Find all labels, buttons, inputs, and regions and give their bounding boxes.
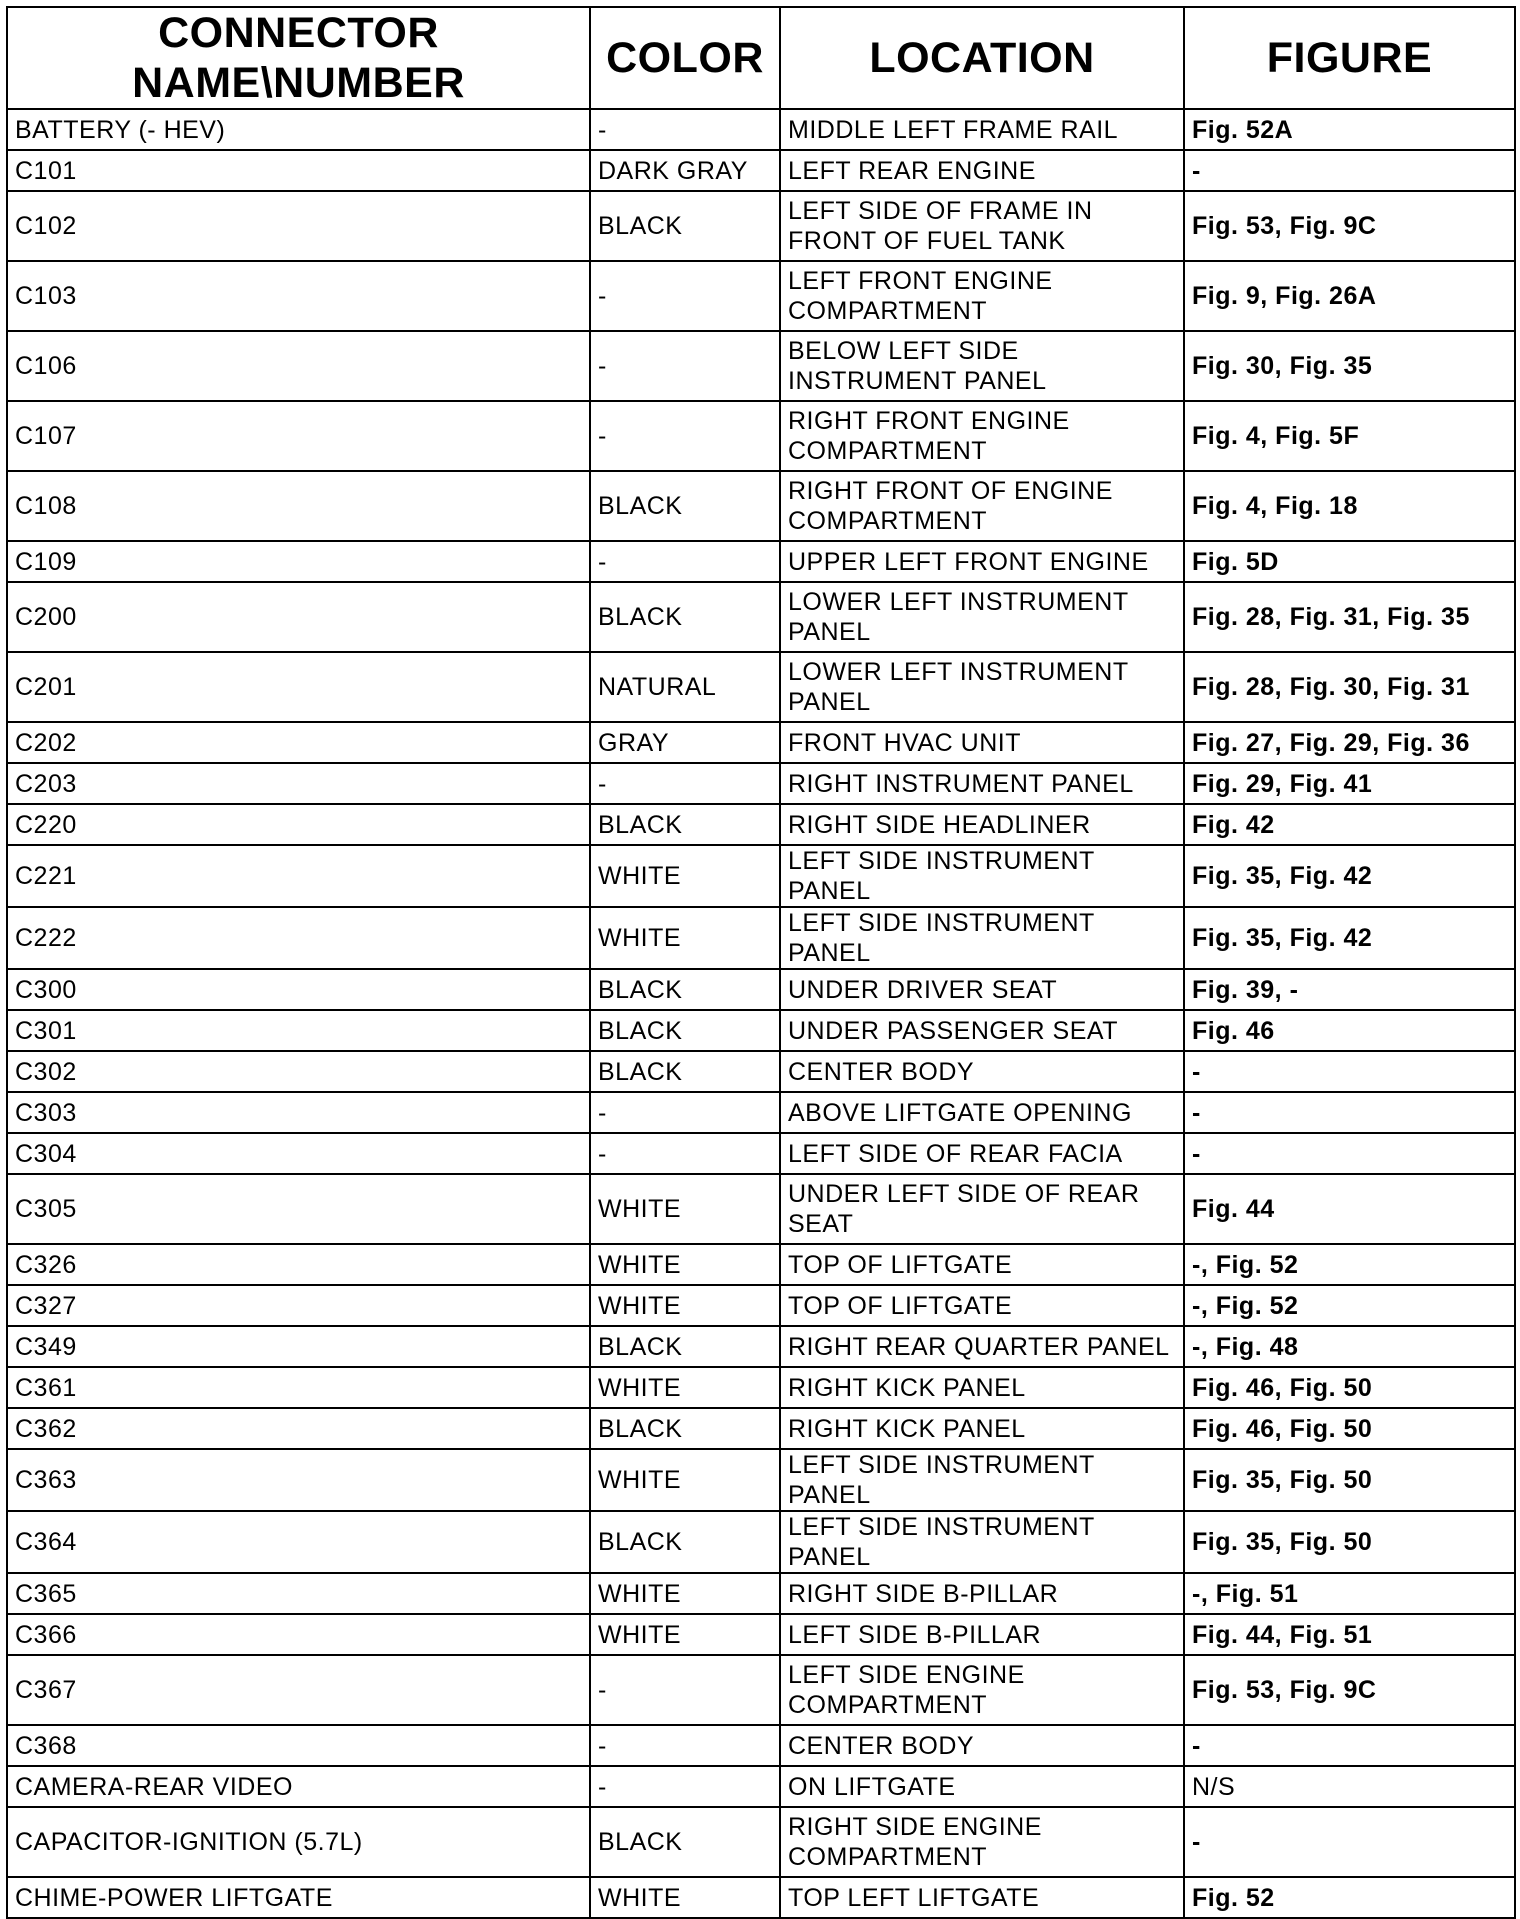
- cell-figure: Fig. 46: [1184, 1010, 1515, 1051]
- cell-location: LEFT SIDE INSTRUMENT PANEL: [780, 845, 1184, 907]
- table-row: [7, 1367, 1515, 1408]
- cell-figure: -: [1184, 1725, 1515, 1766]
- cell-color: WHITE: [590, 1367, 780, 1408]
- cell-figure: Fig. 46, Fig. 50: [1184, 1408, 1515, 1449]
- table-row: [7, 109, 1515, 150]
- cell-location: RIGHT FRONT ENGINE COMPARTMENT: [780, 401, 1184, 471]
- cell-figure: Fig. 28, Fig. 30, Fig. 31: [1184, 652, 1515, 722]
- cell-color: BLACK: [590, 969, 780, 1010]
- cell-color: BLACK: [590, 582, 780, 652]
- cell-name: C305: [7, 1174, 590, 1244]
- cell-color: -: [590, 1766, 780, 1807]
- cell-color: WHITE: [590, 1174, 780, 1244]
- cell-color: -: [590, 763, 780, 804]
- cell-location: MIDDLE LEFT FRAME RAIL: [780, 109, 1184, 150]
- cell-color: WHITE: [590, 1614, 780, 1655]
- cell-location: RIGHT SIDE B-PILLAR: [780, 1573, 1184, 1614]
- cell-figure: N/S: [1184, 1766, 1515, 1807]
- cell-name: CAMERA-REAR VIDEO: [7, 1766, 590, 1807]
- cell-location: LEFT FRONT ENGINE COMPARTMENT: [780, 261, 1184, 331]
- header-connector-name-line1: CONNECTOR: [158, 9, 439, 57]
- cell-figure: Fig. 27, Fig. 29, Fig. 36: [1184, 722, 1515, 763]
- cell-figure: Fig. 5D: [1184, 541, 1515, 582]
- cell-color: -: [590, 261, 780, 331]
- table-row: [7, 1573, 1515, 1614]
- cell-location: RIGHT SIDE ENGINE COMPARTMENT: [780, 1807, 1184, 1877]
- cell-name: C349: [7, 1326, 590, 1367]
- cell-color: NATURAL: [590, 652, 780, 722]
- cell-figure: -, Fig. 48: [1184, 1326, 1515, 1367]
- cell-name: C107: [7, 401, 590, 471]
- table-row: [7, 261, 1515, 331]
- cell-figure: Fig. 53, Fig. 9C: [1184, 191, 1515, 261]
- table-row: [7, 907, 1515, 969]
- cell-location: UNDER DRIVER SEAT: [780, 969, 1184, 1010]
- cell-name: C367: [7, 1655, 590, 1725]
- cell-name: C364: [7, 1511, 590, 1573]
- table-row: [7, 1051, 1515, 1092]
- cell-location: LEFT SIDE INSTRUMENT PANEL: [780, 1449, 1184, 1511]
- cell-location: RIGHT FRONT OF ENGINE COMPARTMENT: [780, 471, 1184, 541]
- cell-figure: Fig. 4, Fig. 5F: [1184, 401, 1515, 471]
- cell-name: C102: [7, 191, 590, 261]
- cell-color: -: [590, 109, 780, 150]
- cell-color: -: [590, 541, 780, 582]
- table-row: [7, 1244, 1515, 1285]
- cell-name: C303: [7, 1092, 590, 1133]
- cell-location: LEFT SIDE INSTRUMENT PANEL: [780, 1511, 1184, 1573]
- cell-color: BLACK: [590, 1010, 780, 1051]
- cell-name: C327: [7, 1285, 590, 1326]
- cell-location: ABOVE LIFTGATE OPENING: [780, 1092, 1184, 1133]
- cell-name: C109: [7, 541, 590, 582]
- cell-figure: -: [1184, 1092, 1515, 1133]
- table-row: [7, 582, 1515, 652]
- cell-color: WHITE: [590, 1449, 780, 1511]
- cell-color: BLACK: [590, 1511, 780, 1573]
- cell-name: C326: [7, 1244, 590, 1285]
- cell-name: C304: [7, 1133, 590, 1174]
- header-connector-name: [7, 7, 590, 109]
- cell-figure: Fig. 44: [1184, 1174, 1515, 1244]
- cell-location: RIGHT KICK PANEL: [780, 1408, 1184, 1449]
- table-row: [7, 1449, 1515, 1511]
- table-row: [7, 1655, 1515, 1725]
- table-row: [7, 1614, 1515, 1655]
- cell-name: C366: [7, 1614, 590, 1655]
- cell-location: UNDER LEFT SIDE OF REAR SEAT: [780, 1174, 1184, 1244]
- cell-name: CAPACITOR-IGNITION (5.7L): [7, 1807, 590, 1877]
- cell-color: WHITE: [590, 1573, 780, 1614]
- table-row: [7, 969, 1515, 1010]
- cell-location: TOP LEFT LIFTGATE: [780, 1877, 1184, 1918]
- cell-location: LEFT REAR ENGINE: [780, 150, 1184, 191]
- cell-color: WHITE: [590, 907, 780, 969]
- table-row: [7, 1010, 1515, 1051]
- cell-location: CENTER BODY: [780, 1725, 1184, 1766]
- cell-color: -: [590, 1725, 780, 1766]
- cell-location: UNDER PASSENGER SEAT: [780, 1010, 1184, 1051]
- cell-color: WHITE: [590, 1877, 780, 1918]
- cell-figure: Fig. 35, Fig. 50: [1184, 1511, 1515, 1573]
- table-row: [7, 150, 1515, 191]
- cell-figure: Fig. 35, Fig. 42: [1184, 845, 1515, 907]
- header-connector-name-line2: NAME\NUMBER: [132, 59, 465, 107]
- cell-figure: Fig. 29, Fig. 41: [1184, 763, 1515, 804]
- cell-location: CENTER BODY: [780, 1051, 1184, 1092]
- cell-color: -: [590, 1133, 780, 1174]
- cell-figure: -: [1184, 150, 1515, 191]
- cell-color: GRAY: [590, 722, 780, 763]
- table-row: [7, 804, 1515, 845]
- cell-color: BLACK: [590, 1051, 780, 1092]
- cell-location: RIGHT REAR QUARTER PANEL: [780, 1326, 1184, 1367]
- cell-name: BATTERY (- HEV): [7, 109, 590, 150]
- table-row: [7, 763, 1515, 804]
- cell-color: BLACK: [590, 804, 780, 845]
- cell-location: TOP OF LIFTGATE: [780, 1285, 1184, 1326]
- cell-name: C203: [7, 763, 590, 804]
- header-figure: FIGURE: [1184, 7, 1515, 109]
- table-row: [7, 1092, 1515, 1133]
- cell-name: C365: [7, 1573, 590, 1614]
- cell-color: -: [590, 1655, 780, 1725]
- table-row: [7, 191, 1515, 261]
- cell-figure: Fig. 39, -: [1184, 969, 1515, 1010]
- table-row: [7, 1766, 1515, 1807]
- table-row: [7, 471, 1515, 541]
- cell-name: C103: [7, 261, 590, 331]
- cell-color: WHITE: [590, 1244, 780, 1285]
- table-row: [7, 845, 1515, 907]
- cell-figure: -, Fig. 52: [1184, 1285, 1515, 1326]
- cell-name: C361: [7, 1367, 590, 1408]
- cell-color: WHITE: [590, 1285, 780, 1326]
- cell-location: TOP OF LIFTGATE: [780, 1244, 1184, 1285]
- cell-name: C202: [7, 722, 590, 763]
- table-row: [7, 1511, 1515, 1573]
- cell-color: BLACK: [590, 1807, 780, 1877]
- table-row: [7, 1725, 1515, 1766]
- cell-figure: -: [1184, 1051, 1515, 1092]
- cell-name: C302: [7, 1051, 590, 1092]
- cell-color: DARK GRAY: [590, 150, 780, 191]
- header-color: COLOR: [590, 7, 780, 109]
- cell-name: C220: [7, 804, 590, 845]
- table-row: [7, 1408, 1515, 1449]
- table-row: [7, 1285, 1515, 1326]
- cell-color: BLACK: [590, 1408, 780, 1449]
- cell-figure: Fig. 44, Fig. 51: [1184, 1614, 1515, 1655]
- table-row: [7, 401, 1515, 471]
- cell-location: ON LIFTGATE: [780, 1766, 1184, 1807]
- cell-figure: Fig. 53, Fig. 9C: [1184, 1655, 1515, 1725]
- table-row: [7, 1807, 1515, 1877]
- cell-location: RIGHT INSTRUMENT PANEL: [780, 763, 1184, 804]
- cell-name: C300: [7, 969, 590, 1010]
- table-row: [7, 722, 1515, 763]
- cell-figure: Fig. 35, Fig. 50: [1184, 1449, 1515, 1511]
- cell-figure: Fig. 9, Fig. 26A: [1184, 261, 1515, 331]
- cell-location: LEFT SIDE ENGINE COMPARTMENT: [780, 1655, 1184, 1725]
- cell-figure: Fig. 28, Fig. 31, Fig. 35: [1184, 582, 1515, 652]
- cell-location: FRONT HVAC UNIT: [780, 722, 1184, 763]
- cell-figure: Fig. 4, Fig. 18: [1184, 471, 1515, 541]
- cell-figure: -, Fig. 52: [1184, 1244, 1515, 1285]
- cell-name: C101: [7, 150, 590, 191]
- header-location: LOCATION: [780, 7, 1184, 109]
- table-row: [7, 1326, 1515, 1367]
- cell-name: C201: [7, 652, 590, 722]
- table-row: [7, 1133, 1515, 1174]
- cell-location: RIGHT KICK PANEL: [780, 1367, 1184, 1408]
- cell-figure: Fig. 42: [1184, 804, 1515, 845]
- cell-location: LOWER LEFT INSTRUMENT PANEL: [780, 652, 1184, 722]
- cell-figure: Fig. 46, Fig. 50: [1184, 1367, 1515, 1408]
- cell-name: C368: [7, 1725, 590, 1766]
- cell-name: C200: [7, 582, 590, 652]
- header-row: [7, 7, 1515, 109]
- table-row: [7, 331, 1515, 401]
- cell-color: -: [590, 1092, 780, 1133]
- cell-figure: -: [1184, 1133, 1515, 1174]
- cell-location: LEFT SIDE INSTRUMENT PANEL: [780, 907, 1184, 969]
- cell-location: LEFT SIDE OF FRAME IN FRONT OF FUEL TANK: [780, 191, 1184, 261]
- cell-name: C221: [7, 845, 590, 907]
- cell-color: WHITE: [590, 845, 780, 907]
- connector-table: [6, 6, 1516, 1919]
- cell-name: C222: [7, 907, 590, 969]
- cell-figure: -: [1184, 1807, 1515, 1877]
- cell-name: C106: [7, 331, 590, 401]
- cell-location: LOWER LEFT INSTRUMENT PANEL: [780, 582, 1184, 652]
- cell-color: BLACK: [590, 471, 780, 541]
- cell-location: LEFT SIDE B-PILLAR: [780, 1614, 1184, 1655]
- cell-color: -: [590, 401, 780, 471]
- table-row: [7, 652, 1515, 722]
- cell-name: CHIME-POWER LIFTGATE: [7, 1877, 590, 1918]
- cell-figure: -, Fig. 51: [1184, 1573, 1515, 1614]
- cell-name: C301: [7, 1010, 590, 1051]
- cell-name: C108: [7, 471, 590, 541]
- cell-location: RIGHT SIDE HEADLINER: [780, 804, 1184, 845]
- cell-color: BLACK: [590, 1326, 780, 1367]
- cell-figure: Fig. 52: [1184, 1877, 1515, 1918]
- cell-location: UPPER LEFT FRONT ENGINE: [780, 541, 1184, 582]
- cell-location: LEFT SIDE OF REAR FACIA: [780, 1133, 1184, 1174]
- cell-figure: Fig. 52A: [1184, 109, 1515, 150]
- table-row: [7, 541, 1515, 582]
- cell-name: C363: [7, 1449, 590, 1511]
- cell-figure: Fig. 35, Fig. 42: [1184, 907, 1515, 969]
- cell-figure: Fig. 30, Fig. 35: [1184, 331, 1515, 401]
- cell-name: C362: [7, 1408, 590, 1449]
- cell-location: BELOW LEFT SIDE INSTRUMENT PANEL: [780, 331, 1184, 401]
- table-row: [7, 1174, 1515, 1244]
- cell-color: BLACK: [590, 191, 780, 261]
- cell-color: -: [590, 331, 780, 401]
